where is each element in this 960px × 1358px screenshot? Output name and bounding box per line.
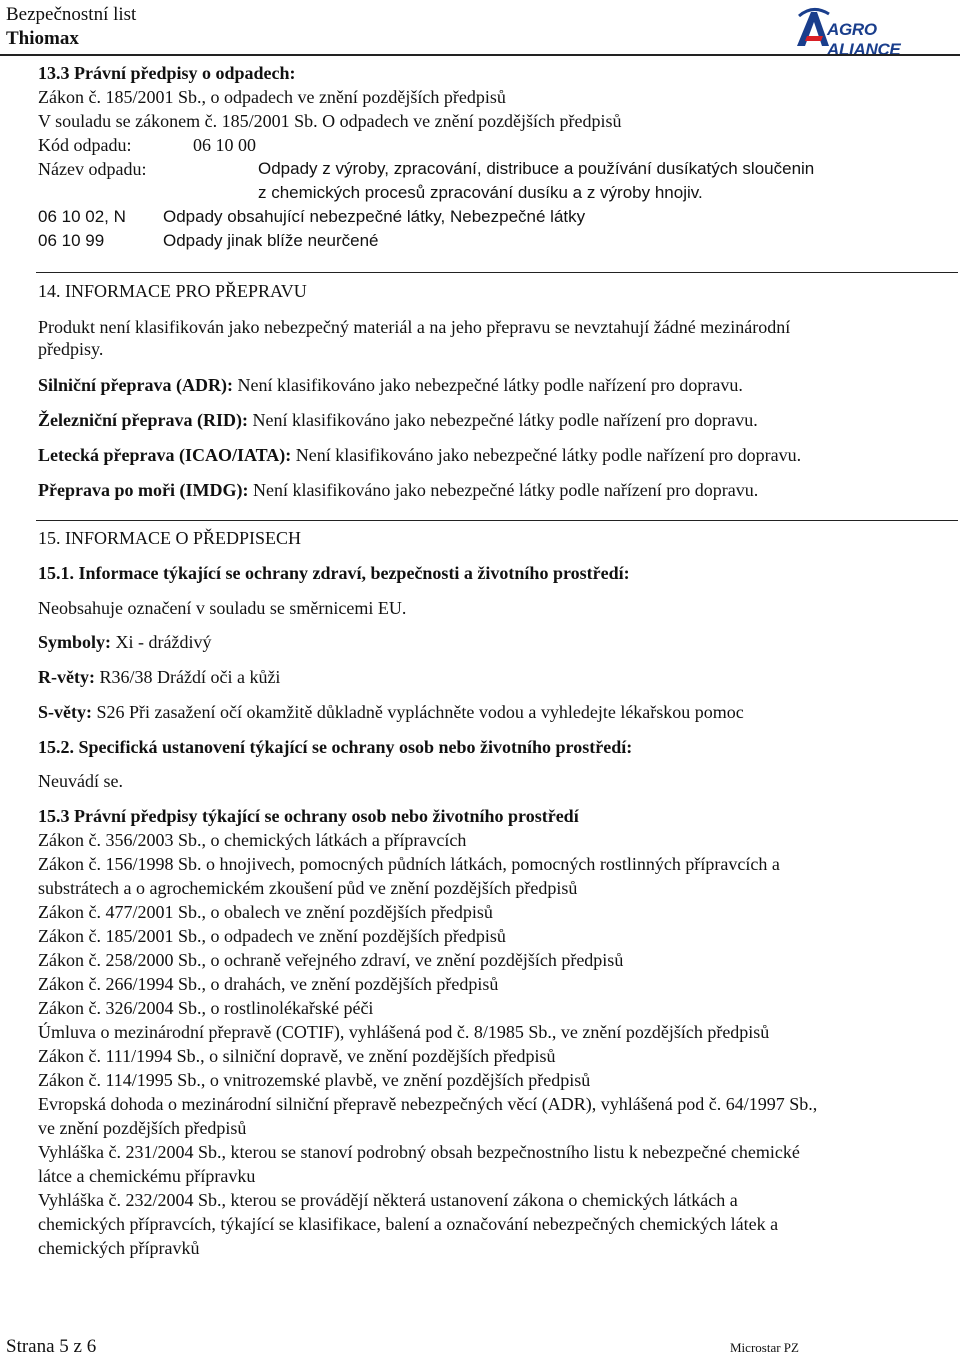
section-13-3-heading: 13.3 Právní předpisy o odpadech: — [38, 63, 296, 83]
law-item: látce a chemickému přípravku — [38, 1166, 256, 1186]
transport-intro-cont: předpisy. — [38, 339, 104, 359]
transport-mode-text: Není klasifikováno jako nebezpečné látky podle nařízení pro dopravu. — [252, 410, 758, 430]
logo-text: AGRO ALIANCE — [827, 20, 901, 59]
waste-name-value-cont: z chemických procesů zpracování dusíku a z výroby hnojiv. — [258, 183, 703, 202]
symbols-value: Xi - dráždivý — [115, 632, 212, 652]
law-item: Evropská dohoda o mezinárodní silniční přepravě nebezpečných věcí (ADR), vyhlášená pod č. 64/1997 Sb., — [38, 1094, 818, 1114]
section-divider — [36, 520, 958, 521]
law-item: Vyhláška č. 232/2004 Sb., kterou se provádějí některá ustanovení zákona o chemických látkách a — [38, 1190, 738, 1210]
law-item: Vyhláška č. 231/2004 Sb., kterou se stanoví podrobný obsah bezpečnostního listu k nebezpečné chemické — [38, 1142, 800, 1162]
transport-mode-text: Není klasifikováno jako nebezpečné látky podle nařízení pro dopravu. — [252, 480, 759, 500]
law-item: Zákon č. 185/2001 Sb., o odpadech ve znění pozdějších předpisů — [38, 926, 506, 946]
law-item: chemických přípravcích, týkající se klasifikace, balení a označování nebezpečných chemických látek a — [38, 1214, 779, 1234]
transport-mode-label: Letecká přeprava (ICAO/IATA): — [38, 445, 292, 465]
section-15-1-heading: 15.1. Informace týkající se ochrany zdraví, bezpečnosti a životního prostředí: — [38, 563, 630, 583]
law-item: chemických přípravků — [38, 1238, 200, 1258]
product-name: Thiomax — [6, 28, 79, 49]
waste-row-desc: Odpady obsahující nebezpečné látky, Nebezpečné látky — [163, 207, 586, 226]
law-item: Zákon č. 114/1995 Sb., o vnitrozemské plavbě, ve znění pozdějších předpisů — [38, 1070, 591, 1090]
law-item: Zákon č. 356/2003 Sb., o chemických látkách a přípravcích — [38, 830, 467, 850]
transport-mode-text: Není klasifikováno jako nebezpečné látky podle nařízení pro dopravu. — [237, 375, 743, 395]
section-15-3-heading: 15.3 Právní předpisy týkající se ochrany osob nebo životního prostředí — [38, 806, 579, 826]
section-14-heading: 14. INFORMACE PRO PŘEPRAVU — [38, 281, 307, 301]
law-item: ve znění pozdějších předpisů — [38, 1118, 247, 1138]
r-phrases-value: R36/38 Dráždí oči a kůži — [99, 667, 281, 687]
transport-mode-label: Přeprava po moři (IMDG): — [38, 480, 249, 500]
transport-intro: Produkt není klasifikován jako nebezpečný materiál a na jeho přepravu se nevztahují žádné mezinárodní — [38, 317, 791, 337]
transport-mode-label: Železniční přeprava (RID): — [38, 410, 248, 430]
software-credit: Microstar PZ — [730, 1340, 799, 1355]
waste-row-desc: Odpady jinak blíže neurčené — [163, 231, 379, 250]
law-item: Zákon č. 111/1994 Sb., o silniční dopravě, ve znění pozdějších předpisů — [38, 1046, 556, 1066]
law-item: Zákon č. 326/2004 Sb., o rostlinolékařské péči — [38, 998, 374, 1018]
law-item: Zákon č. 156/1998 Sb. o hnojivech, pomocných půdních látkách, pomocných rostlinných přípravcích a — [38, 854, 780, 874]
symbols-line — [38, 631, 211, 653]
r-phrases-line — [38, 666, 280, 688]
transport-road — [38, 374, 743, 396]
waste-code-label: Kód odpadu: — [38, 135, 132, 155]
law-item: Zákon č. 266/1994 Sb., o drahách, ve znění pozdějších předpisů — [38, 974, 499, 994]
waste-code-value: 06 10 00 — [193, 135, 256, 155]
page-number: Strana 5 z 6 — [6, 1336, 97, 1357]
section-15-1-text: Neobsahuje označení v souladu se směrnicemi EU. — [38, 598, 407, 618]
law-item: Zákon č. 258/2000 Sb., o ochraně veřejného zdraví, ve znění pozdějších předpisů — [38, 950, 624, 970]
waste-name-label: Název odpadu: — [38, 159, 147, 179]
waste-law-line: Zákon č. 185/2001 Sb., o odpadech ve znění pozdějších předpisů — [38, 87, 506, 107]
s-phrases-value: S26 Při zasažení očí okamžitě důkladně vypláchněte vodou a vyhledejte lékařskou pomoc — [96, 702, 744, 722]
waste-row-code: 06 10 02, N — [38, 207, 126, 226]
section-15-2-heading: 15.2. Specifická ustanovení týkající se ochrany osob nebo životního prostředí: — [38, 737, 633, 757]
law-item: Zákon č. 477/2001 Sb., o obalech ve znění pozdějších předpisů — [38, 902, 493, 922]
section-divider — [36, 272, 958, 273]
law-item: substrátech a o agrochemickém zkoušení půd ve znění pozdějších předpisů — [38, 878, 578, 898]
law-item: Úmluva o mezinárodní přepravě (COTIF), vyhlášená pod č. 8/1985 Sb., ve znění pozdějších předpisů — [38, 1022, 770, 1042]
header-divider — [0, 54, 960, 56]
transport-sea — [38, 479, 758, 501]
agro-aliance-logo — [793, 6, 953, 59]
transport-rail — [38, 409, 758, 431]
document-title: Bezpečnostní list — [6, 4, 137, 25]
waste-row-code: 06 10 99 — [38, 231, 105, 250]
waste-accord-line: V souladu se zákonem č. 185/2001 Sb. O odpadech ve znění pozdějších předpisů — [38, 111, 622, 131]
transport-mode-label: Silniční přeprava (ADR): — [38, 375, 233, 395]
symbols-label: Symboly: — [38, 632, 112, 652]
section-15-2-text: Neuvádí se. — [38, 771, 123, 791]
transport-mode-text: Není klasifikováno jako nebezpečné látky podle nařízení pro dopravu. — [295, 445, 802, 465]
s-phrases-line — [38, 701, 744, 723]
r-phrases-label: R-věty: — [38, 667, 95, 687]
s-phrases-label: S-věty: — [38, 702, 92, 722]
transport-air — [38, 444, 801, 466]
waste-name-value: Odpady z výroby, zpracování, distribuce a používání dusíkatých sloučenin — [258, 159, 815, 178]
section-15-heading: 15. INFORMACE O PŘEDPISECH — [38, 528, 302, 548]
